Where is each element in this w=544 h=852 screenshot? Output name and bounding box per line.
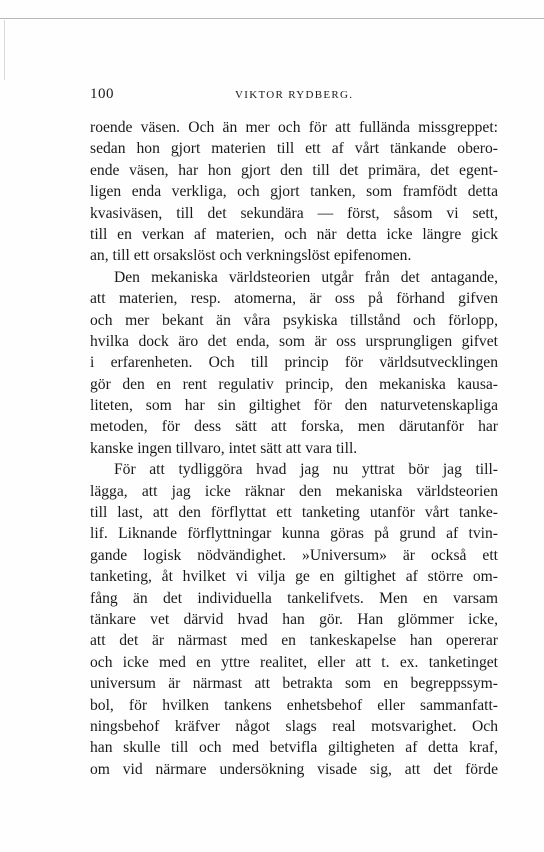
running-header — [90, 86, 500, 106]
text-line: kanske ingen tillvaro, intet sätt att vara till. — [90, 439, 358, 457]
text-line: universum är närmast att betrakta som en begreppssym- — [90, 675, 498, 693]
text-line: gande logisk nödvändighet. »Universum» är också ett — [90, 546, 498, 564]
text-line: hvilka dock äro det enda, som är oss ursprungligen gifvet — [90, 332, 498, 350]
text-line: bol, för hvilken tankens enhetsbehof eller sammanfatt- — [90, 696, 498, 714]
text-line: i erfarenheten. Och till princip för världsutvecklingen — [90, 354, 498, 372]
text-line: gör den en rent regulativ princip, den mekaniska kausa- — [90, 375, 498, 393]
scan-left-edge — [4, 20, 5, 80]
text-line: sedan hon gjort materien till ett af vårt tänkande obero- — [90, 140, 498, 158]
text-line: och icke med en yttre realitet, eller att t. ex. tanketinget — [90, 653, 498, 671]
text-line: till last, att den förflyttat ett tanketing utanför vårt tanke- — [90, 504, 498, 522]
text-line: kvasiväsen, till det sekundära — först, såsom vi sett, — [90, 204, 498, 222]
scan-top-edge — [0, 18, 544, 19]
text-line: För att tydliggöra hvad jag nu yttrat bör jag till- — [114, 461, 498, 479]
text-line: till en verkan af materien, och när detta icke längre gick — [90, 225, 498, 243]
text-line: tanketing, åt hvilket vi vilja ge en giltighet af större om- — [90, 568, 498, 586]
text-line: liteten, som har sin giltighet för den naturvetenskapliga — [90, 397, 498, 415]
text-line: att det är närmast med en tankeskapelse han opererar — [90, 632, 498, 650]
text-line: ligen enda verkliga, och gjort tanken, som framfödt detta — [90, 183, 498, 201]
text-line: metoden, för dess sätt att forska, men därutanför har — [90, 418, 498, 436]
text-line: roende väsen. Och än mer och för att fullända missgreppet: — [90, 119, 498, 136]
text-line: och mer bekant än våra psykiska tillstånd och förlopp, — [90, 311, 498, 329]
page-number: 100 — [90, 86, 114, 102]
text-line: Den mekaniska världsteorien utgår från det antagande, — [114, 268, 498, 286]
text-line: ningsbehof kräfver något slags real motsvarighet. Och — [90, 717, 498, 735]
text-line: om vid närmare undersökning visade sig, att det förde — [90, 760, 498, 778]
text-line: an, till ett orsakslöst och verkningslöst epifenomen. — [90, 247, 412, 265]
body-text — [90, 117, 498, 780]
text-line: han skulle till och med betvifla giltigheten af detta kraf, — [90, 739, 498, 757]
text-line: tänkare vet därvid hvad han gör. Han glömmer icke, — [90, 610, 498, 628]
text-line: ende väsen, har hon gjort den till det primära, det egent- — [90, 161, 498, 179]
text-line: fång än det individuella tankelifvets. Men en varsam — [90, 589, 498, 607]
header-title: VIKTOR RYDBERG. — [235, 89, 354, 101]
text-line: lif. Liknande förflyttningar kunna göras på grund af tvin- — [90, 525, 498, 543]
text-line: lägga, att jag icke räknar den mekaniska världsteorien — [90, 482, 498, 500]
text-line: att materien, resp. atomerna, är oss på förhand gifven — [90, 290, 498, 308]
